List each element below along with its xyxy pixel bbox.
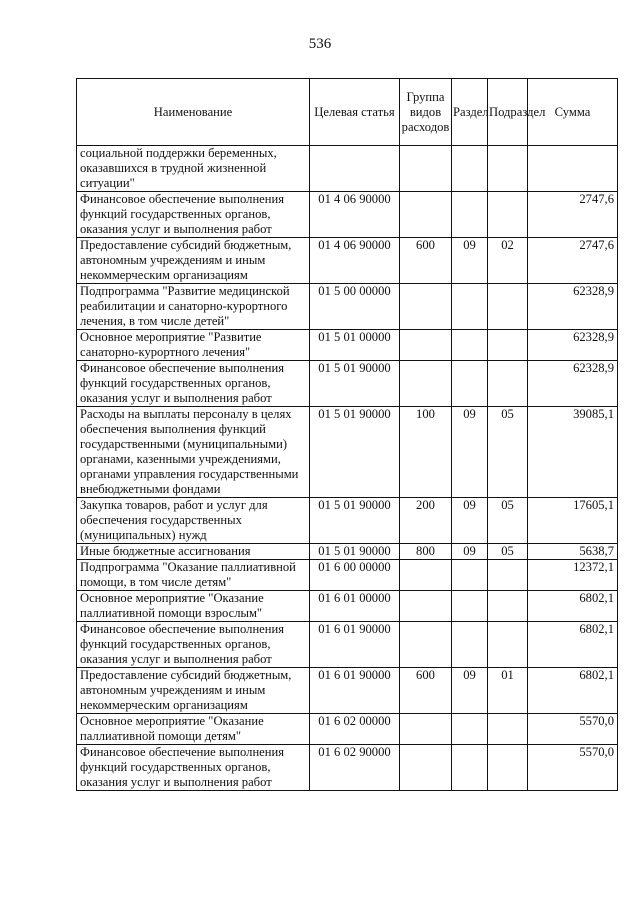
- cell-target: 01 5 00 00000: [310, 284, 400, 330]
- cell-target: 01 6 01 90000: [310, 622, 400, 668]
- budget-table: [76, 78, 618, 791]
- cell-section: 09: [452, 407, 488, 498]
- header-subsection: Подраздел: [488, 79, 528, 146]
- cell-sum: 39085,1: [528, 407, 618, 498]
- cell-group: 800: [400, 544, 452, 560]
- cell-subsection: 02: [488, 238, 528, 284]
- cell-group: [400, 560, 452, 591]
- cell-group: [400, 591, 452, 622]
- table-row: [77, 622, 618, 668]
- table-row: [77, 330, 618, 361]
- table-row: [77, 668, 618, 714]
- table-row: [77, 146, 618, 192]
- cell-name: Основное мероприятие "Оказание паллиативной помощи взрослым": [77, 591, 310, 622]
- cell-group: [400, 745, 452, 791]
- cell-target: 01 6 00 00000: [310, 560, 400, 591]
- table-row: [77, 591, 618, 622]
- cell-name: Финансовое обеспечение выполнения функций государственных органов, оказания услуг и выполнения работ: [77, 192, 310, 238]
- cell-name: Основное мероприятие "Развитие санаторно-курортного лечения": [77, 330, 310, 361]
- cell-section: 09: [452, 238, 488, 284]
- cell-name: социальной поддержки беременных, оказавшихся в трудной жизненной ситуации": [77, 146, 310, 192]
- table-row: [77, 361, 618, 407]
- cell-name: Подпрограмма "Оказание паллиативной помощи, в том числе детям": [77, 560, 310, 591]
- table-row: [77, 284, 618, 330]
- cell-name: Подпрограмма "Развитие медицинской реабилитации и санаторно-курортного лечения, в том числе детей": [77, 284, 310, 330]
- cell-subsection: 01: [488, 668, 528, 714]
- table-row: [77, 745, 618, 791]
- cell-name: Иные бюджетные ассигнования: [77, 544, 310, 560]
- cell-target: 01 5 01 90000: [310, 407, 400, 498]
- cell-sum: 2747,6: [528, 192, 618, 238]
- cell-name: Финансовое обеспечение выполнения функций государственных органов, оказания услуг и выполнения работ: [77, 622, 310, 668]
- cell-sum: 6802,1: [528, 591, 618, 622]
- cell-target: 01 6 02 00000: [310, 714, 400, 745]
- cell-sum: 17605,1: [528, 498, 618, 544]
- table-row: [77, 192, 618, 238]
- cell-sum: 5570,0: [528, 714, 618, 745]
- cell-subsection: [488, 330, 528, 361]
- cell-subsection: 05: [488, 498, 528, 544]
- cell-target: 01 4 06 90000: [310, 238, 400, 284]
- cell-group: 200: [400, 498, 452, 544]
- table-body: [77, 146, 618, 791]
- cell-subsection: [488, 714, 528, 745]
- cell-section: [452, 560, 488, 591]
- cell-name: Финансовое обеспечение выполнения функций государственных органов, оказания услуг и выполнения работ: [77, 745, 310, 791]
- cell-target: 01 5 01 90000: [310, 544, 400, 560]
- cell-name: Финансовое обеспечение выполнения функций государственных органов, оказания услуг и выполнения работ: [77, 361, 310, 407]
- table-row: [77, 407, 618, 498]
- cell-sum: 62328,9: [528, 284, 618, 330]
- cell-group: [400, 361, 452, 407]
- header-sum: Сумма: [528, 79, 618, 146]
- cell-target: 01 6 01 00000: [310, 591, 400, 622]
- cell-name: Закупка товаров, работ и услуг для обеспечения государственных (муниципальных) нужд: [77, 498, 310, 544]
- cell-section: [452, 745, 488, 791]
- cell-target: [310, 146, 400, 192]
- table-row: [77, 714, 618, 745]
- cell-subsection: [488, 192, 528, 238]
- cell-section: 09: [452, 544, 488, 560]
- cell-section: [452, 192, 488, 238]
- cell-group: 100: [400, 407, 452, 498]
- cell-group: [400, 146, 452, 192]
- table-row: [77, 560, 618, 591]
- cell-target: 01 5 01 90000: [310, 498, 400, 544]
- cell-sum: 5570,0: [528, 745, 618, 791]
- cell-name: Расходы на выплаты персоналу в целях обеспечения выполнения функций государственными (муниципальными) органами, казенными учреждениями, органами управления государственными внебюджетными фондами: [77, 407, 310, 498]
- cell-sum: 5638,7: [528, 544, 618, 560]
- header-group: Группа видов расходов: [400, 79, 452, 146]
- table-header-row: [77, 79, 618, 146]
- cell-subsection: [488, 560, 528, 591]
- cell-section: [452, 361, 488, 407]
- cell-sum: 6802,1: [528, 668, 618, 714]
- cell-group: [400, 192, 452, 238]
- header-section: Раздел: [452, 79, 488, 146]
- table-row: [77, 238, 618, 284]
- cell-section: [452, 146, 488, 192]
- cell-subsection: [488, 745, 528, 791]
- cell-subsection: 05: [488, 407, 528, 498]
- cell-subsection: [488, 146, 528, 192]
- cell-subsection: [488, 361, 528, 407]
- cell-section: 09: [452, 668, 488, 714]
- page-number: 536: [308, 36, 332, 52]
- cell-target: 01 6 01 90000: [310, 668, 400, 714]
- cell-group: [400, 714, 452, 745]
- cell-target: 01 5 01 00000: [310, 330, 400, 361]
- cell-section: 09: [452, 498, 488, 544]
- cell-section: [452, 330, 488, 361]
- cell-subsection: [488, 591, 528, 622]
- cell-group: 600: [400, 238, 452, 284]
- cell-name: Предоставление субсидий бюджетным, автономным учреждениям и иным некоммерческим организациям: [77, 668, 310, 714]
- cell-section: [452, 714, 488, 745]
- cell-sum: [528, 146, 618, 192]
- cell-group: [400, 622, 452, 668]
- cell-section: [452, 591, 488, 622]
- cell-name: Основное мероприятие "Оказание паллиативной помощи детям": [77, 714, 310, 745]
- cell-subsection: [488, 622, 528, 668]
- cell-sum: 12372,1: [528, 560, 618, 591]
- cell-target: 01 4 06 90000: [310, 192, 400, 238]
- cell-subsection: 05: [488, 544, 528, 560]
- cell-group: [400, 284, 452, 330]
- cell-sum: 62328,9: [528, 330, 618, 361]
- header-target: Целевая статья: [310, 79, 400, 146]
- cell-sum: 2747,6: [528, 238, 618, 284]
- cell-section: [452, 284, 488, 330]
- table-row: [77, 498, 618, 544]
- cell-sum: 62328,9: [528, 361, 618, 407]
- cell-name: Предоставление субсидий бюджетным, автономным учреждениям и иным некоммерческим организациям: [77, 238, 310, 284]
- cell-sum: 6802,1: [528, 622, 618, 668]
- cell-section: [452, 622, 488, 668]
- cell-group: [400, 330, 452, 361]
- table-row: [77, 544, 618, 560]
- cell-subsection: [488, 284, 528, 330]
- cell-group: 600: [400, 668, 452, 714]
- header-name: Наименование: [77, 79, 310, 146]
- cell-target: 01 6 02 90000: [310, 745, 400, 791]
- cell-target: 01 5 01 90000: [310, 361, 400, 407]
